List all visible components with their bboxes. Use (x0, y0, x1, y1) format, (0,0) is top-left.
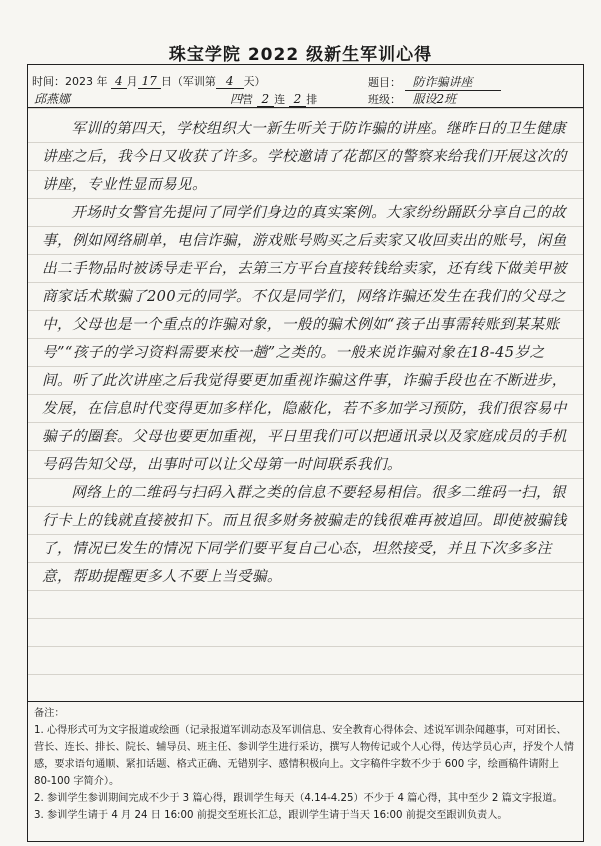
form-frame (27, 64, 584, 842)
platoon-unit: 排 (306, 93, 318, 106)
topic-row (368, 73, 501, 91)
form-header (28, 65, 583, 108)
note-item: 1. 心得形式可为文字报道或绘画（记录报道军训动态及军训信息、安全教育心得体会、述说军训杂闻趣事，可对团长、营长、连长、排长、院长、辅导员、班主任、参训学生进行采访，撰写人物传记或个人心得，传达学员心声，抒发个人情感，要求语句通顺、紧扣话题、格式正确、无错别字、感情积极向上。文字稿件字数不少于 600 字，绘画稿件请附上 80-100 字简介）。 (34, 725, 574, 787)
essay-paragraph: 开场时女警官先提问了同学们身边的真实案例。大家纷纷踊跃分享自己的故事，例如网络刷单，电信诈骗，游戏账号购买之后卖家又收回卖出的账号，闲鱼出二手物品时被诱导走平台，去第三方平台直接转钱给卖家，还有线下做美甲被商家话术欺骗了200元的同学。不仅是同学们，网络诈骗还发生在我们的父母之中，父母也是一个重点的诈骗对象，一般的骗术例如“孩子出事需转账到某某账号”“孩子的学习资料需要来校一趟”之类的。一般来说诈骗对象在18-45岁之间。听了此次讲座之后我觉得要更加重视诈骗这件事，诈骗手段也在不断进步，发展，在信息时代变得更加多样化，隐蔽化，若不多加学习预防，我们很容易中骗子的圈套。父母也要更加重视，平日里我们可以把通讯录以及家庭成员的手机号码告知父母，出事时可以让父母第一时间联系我们。 (42, 204, 567, 473)
document-title: 珠宝学院 2022 级新生军训心得 (168, 45, 433, 65)
essay-paragraph: 军训的第四天，学校组织大一新生听关于防诈骗的讲座。继昨日的卫生健康讲座之后，我今日又收获了许多。学校邀请了花都区的警察来给我们开展这次的讲座，专业性显而易见。 (42, 120, 567, 193)
essay-paragraph: 网络上的二维码与扫码入群之类的信息不要轻易相信。很多二维码一扫，银行卡上的钱就直接被扣下。而且很多财务被骗走的钱很难再被追回。即使被骗钱了，情况已发生的情况下同学们要平复自己心态，坦然接受，并且下次多多注意，帮助提醒更多人不要上当受骗。 (42, 484, 567, 585)
class-row (368, 90, 496, 108)
notes-heading: 备注： (34, 708, 65, 719)
time-label: 时间： (32, 75, 65, 88)
company-unit: 连 (274, 93, 286, 106)
date-row (32, 73, 266, 89)
day-value: 17 (138, 74, 161, 89)
class-value: 服设2班 (405, 90, 497, 108)
training-day-value: 4 (216, 74, 244, 89)
battalion-value: 四 (230, 92, 243, 106)
training-day-unit: 天） (243, 75, 266, 88)
essay-body (28, 107, 583, 702)
month-value: 4 (111, 74, 127, 89)
platoon-value: 2 (289, 92, 307, 107)
notes-section (34, 705, 574, 824)
company-value: 2 (257, 92, 275, 107)
battalion-unit: 营 (242, 93, 254, 106)
note-item: 3. 参训学生请于 4 月 24 日 16:00 前提交至班长汇总，跟训学生请于当天 16:00 前提交至跟训负责人。 (34, 810, 508, 821)
topic-label: 题目： (368, 76, 401, 89)
year: 2023 年 (65, 75, 108, 88)
day-unit: 日（军训第 (160, 75, 216, 88)
class-label: 班级： (368, 93, 401, 106)
topic-value: 防诈骗讲座 (405, 73, 501, 91)
unit-row (230, 90, 317, 107)
month-unit: 月 (126, 75, 138, 88)
name-row (32, 90, 88, 108)
student-name: 邱燕娜 (32, 90, 88, 108)
note-item: 2. 参训学生参训期间完成不少于 3 篇心得，跟训学生每天（4.14-4.25）不少于 4 篇心得，其中至少 2 篇文字报道。 (34, 793, 563, 804)
